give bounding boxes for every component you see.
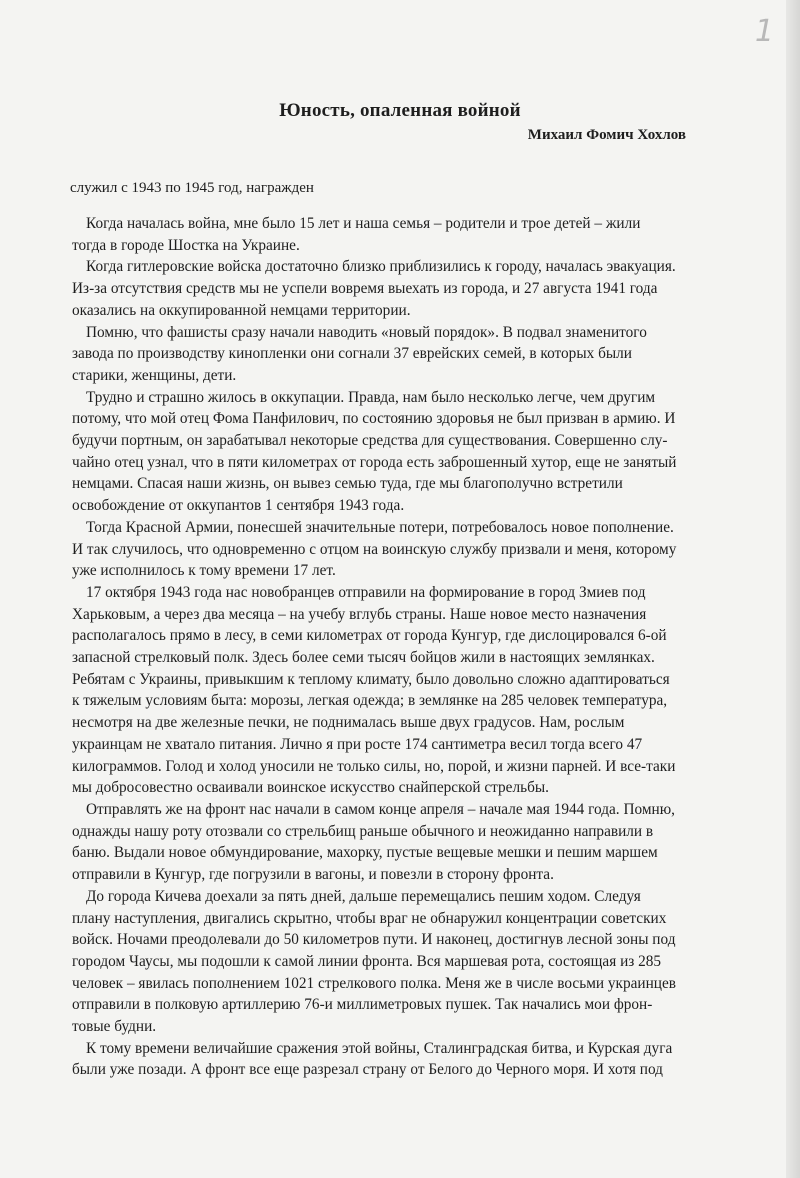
text-line: баню. Выдали новое обмундирование, махорку, пустые вещевые мешки и пешим маршем bbox=[72, 844, 658, 862]
text-line: городом Чаусы, мы подошли к самой линии фронта. Вся маршевая рота, состоящая из 285 bbox=[72, 952, 662, 970]
paragraph bbox=[72, 582, 712, 799]
paragraph bbox=[72, 322, 712, 387]
author-name: Михаил Фомич Хохлов bbox=[527, 127, 686, 143]
text-line: Из-за отсутствия средств мы не успели вовремя выехать из города, и 27 августа 1941 года bbox=[72, 280, 658, 298]
text-line: К тому времени величайшие сражения этой войны, Сталинградская битва, и Курская дуга bbox=[86, 1039, 673, 1057]
text-line: плану наступления, двигались скрытно, чтобы враг не обнаружил концентрации советских bbox=[72, 909, 667, 927]
text-line: мы добросовестно осваивали воинское искусство снайперской стрельбы. bbox=[72, 779, 549, 797]
text-line: были уже позади. А фронт все еще разрезал страну от Белого до Черного моря. И хотя под bbox=[72, 1061, 663, 1079]
text-line: Отправлять же на фронт нас начали в самом конце апреля – начале мая 1944 года. Помню, bbox=[86, 800, 675, 818]
text-line: 17 октября 1943 года нас новобранцев отправили на формирование в город Змиев под bbox=[86, 583, 646, 601]
text-line: отправили в Кунгур, где погрузили в вагоны, и повезли в сторону фронта. bbox=[72, 866, 554, 884]
text-line: Ребятам с Украины, привыкшим к теплому климату, было довольно сложно адаптироваться bbox=[72, 670, 670, 688]
text-line: Когда гитлеровские войска достаточно близко приблизились к городу, началась эвакуация. bbox=[86, 258, 676, 276]
text-line: запасной стрелковый полк. Здесь более семи тысяч бойцов жили в настоящих землянках. bbox=[72, 649, 655, 667]
text-line: Когда началась война, мне было 15 лет и наша семья – родители и трое детей – жили bbox=[86, 215, 641, 232]
text-line: Харьковым, а через два месяца – на учебу вглубь страны. Наше новое место назначения bbox=[72, 605, 647, 623]
text-line: однажды нашу роту отозвали со стрельбищ раньше обычного и неожиданно направили в bbox=[72, 822, 654, 840]
document-title: Юность, опаленная войной bbox=[279, 100, 521, 121]
text-line: старики, женщины, дети. bbox=[72, 366, 237, 384]
text-line: несмотря на две железные печки, не поднималась выше двух градусов. Нам, рослым bbox=[72, 714, 625, 732]
text-line: потому, что мой отец Фома Панфилович, по состоянию здоровья не был призван в армию. И bbox=[72, 410, 676, 428]
text-line: оказались на оккупированной немцами территории. bbox=[72, 301, 411, 319]
text-line: немцами. Спасая наши жизнь, он вывез семью туда, где мы благополучно встретили bbox=[72, 475, 623, 493]
paragraph bbox=[72, 387, 712, 517]
paragraph bbox=[72, 213, 712, 256]
paragraph bbox=[72, 1038, 712, 1081]
document-body bbox=[72, 213, 712, 1081]
text-line: отправили в полковую артиллерию 76-и миллиметровых пушек. Так начались мои фрон- bbox=[72, 996, 653, 1014]
text-line: войск. Ночами преодолевали до 50 километров пути. И наконец, достигнув лесной зоны под bbox=[72, 931, 676, 949]
paragraph bbox=[72, 886, 712, 1038]
text-line: До города Кичева доехали за пять дней, дальше перемещались пешим ходом. Следуя bbox=[86, 887, 641, 905]
text-line: уже исполнилось к тому времени 17 лет. bbox=[72, 562, 336, 580]
text-line: располагалось прямо в лесу, в семи километрах от города Кунгур, где дислоцировался 6-ой bbox=[72, 627, 667, 645]
text-line: И так случилось, что одновременно с отцом на воинскую службу призвали и меня, которому bbox=[72, 540, 677, 558]
text-line: человек – явилась пополнением 1021 стрелкового полка. Меня же в числе восьми украинцев bbox=[72, 974, 676, 992]
text-line: Тогда Красной Армии, понесшей значительные потери, потребовалось новое пополнение. bbox=[86, 518, 674, 536]
text-line: Помню, что фашисты сразу начали наводить «новый порядок». В подвал знаменитого bbox=[86, 323, 647, 341]
text-line: к тяжелым условиям быта: морозы, легкая одежда; в землянке на 285 человек температура, bbox=[72, 692, 668, 710]
page-edge bbox=[786, 0, 800, 1178]
text-line: товые будни. bbox=[72, 1018, 157, 1036]
paragraph bbox=[72, 517, 712, 582]
paragraph bbox=[72, 256, 712, 321]
paragraph bbox=[72, 799, 712, 886]
text-line: будучи портным, он зарабатывал некоторые средства для существования. Совершенно слу- bbox=[72, 432, 668, 450]
text-line: освобождение от оккупантов 1 сентября 1943 года. bbox=[72, 497, 405, 515]
author-service-note: служил с 1943 по 1945 год, награжден bbox=[70, 180, 314, 196]
text-line: завода по производству кинопленки они согнали 37 еврейских семей, в которых были bbox=[72, 345, 632, 363]
text-line: тогда в городе Шостка на Украине. bbox=[72, 236, 300, 254]
text-line: чайно отец узнал, что в пяти километрах от города есть заброшенный хутор, еще не занятый bbox=[72, 453, 677, 471]
text-line: Трудно и страшно жилось в оккупации. Правда, нам было несколько легче, чем другим bbox=[86, 388, 656, 406]
text-line: килограммов. Голод и холод уносили не только силы, но, порой, и жизни парней. И все-таки bbox=[72, 757, 676, 775]
text-line: украинцам не хватало питания. Лично я при росте 174 сантиметра весил тогда всего 47 bbox=[72, 735, 643, 753]
page-number: 1 bbox=[754, 14, 774, 49]
